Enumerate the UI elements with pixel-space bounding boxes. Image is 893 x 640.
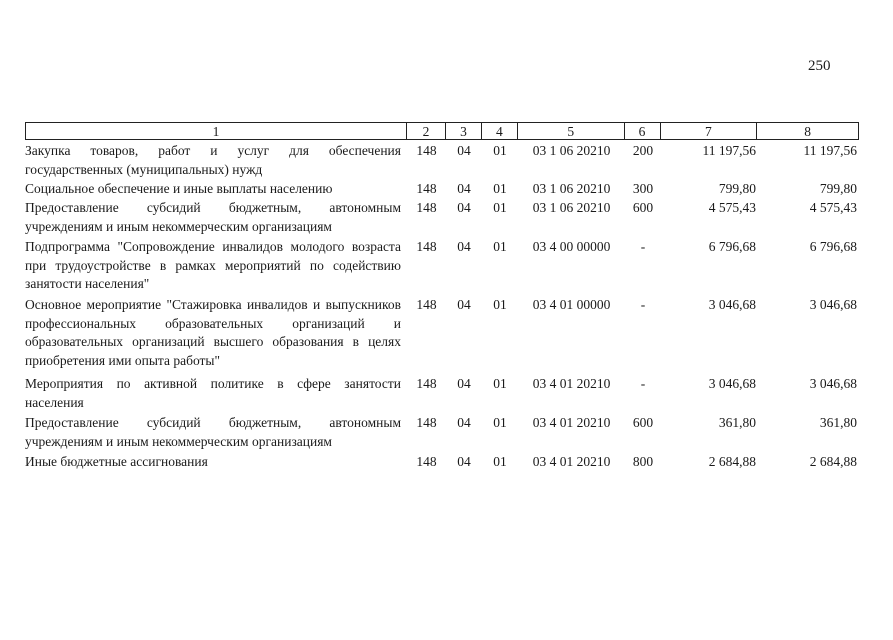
- row-cell-2: 148: [416, 143, 437, 158]
- row-cell-4: 01: [493, 415, 507, 430]
- row-cell-7: 6 796,68: [708, 239, 756, 254]
- row-cell-3: 04: [457, 200, 471, 215]
- row-cell-8: 361,80: [819, 415, 857, 430]
- row-cell-8: 2 684,88: [809, 454, 857, 469]
- row-cell-3: 04: [457, 454, 471, 469]
- row-cell-7: 11 197,56: [702, 143, 756, 158]
- row-cell-5: 03 4 01 20210: [532, 376, 611, 391]
- row-cell-3: 04: [457, 297, 471, 312]
- table-row: [25, 414, 859, 451]
- row-cell-2: 148: [416, 454, 437, 469]
- row-cell-7: 361,80: [718, 415, 756, 430]
- row-description: Предоставление субсидий бюджетным, автономным учреждениям и иным некоммерческим организациям: [25, 200, 401, 234]
- row-description: Социальное обеспечение и иные выплаты населению: [25, 181, 333, 196]
- header-cell: 2: [407, 123, 446, 139]
- row-cell-3: 04: [457, 181, 471, 196]
- row-cell-8: 799,80: [819, 181, 857, 196]
- header-cell: 4: [482, 123, 518, 139]
- row-description: Мероприятия по активной политике в сфере занятости населения: [25, 376, 401, 410]
- row-cell-8: 6 796,68: [809, 239, 857, 254]
- table-header: [25, 122, 859, 140]
- row-cell-6: 600: [632, 200, 654, 215]
- row-cell-2: 148: [416, 239, 437, 254]
- row-cell-5: 03 1 06 20210: [532, 181, 611, 196]
- row-cell-4: 01: [493, 181, 507, 196]
- header-cell: 5: [518, 123, 625, 139]
- table-row: [25, 142, 859, 179]
- row-cell-5: 03 4 00 00000: [532, 239, 611, 254]
- row-cell-6: 200: [632, 143, 654, 158]
- row-cell-4: 01: [493, 376, 507, 391]
- row-cell-2: 148: [416, 415, 437, 430]
- row-cell-2: 148: [416, 376, 437, 391]
- row-cell-4: 01: [493, 297, 507, 312]
- row-cell-4: 01: [493, 454, 507, 469]
- row-cell-5: 03 4 01 00000: [532, 297, 611, 312]
- row-cell-8: 3 046,68: [809, 376, 857, 391]
- row-cell-5: 03 1 06 20210: [532, 143, 611, 158]
- row-cell-7: 2 684,88: [708, 454, 756, 469]
- row-description: Закупка товаров, работ и услуг для обеспечения государственных (муниципальных) нужд: [25, 143, 401, 177]
- table-row: [25, 238, 859, 294]
- row-cell-5: 03 4 01 20210: [532, 454, 611, 469]
- row-cell-3: 04: [457, 415, 471, 430]
- row-cell-4: 01: [493, 239, 507, 254]
- row-cell-6: -: [640, 297, 646, 312]
- row-cell-7: 3 046,68: [708, 297, 756, 312]
- row-cell-6: -: [640, 239, 646, 254]
- row-cell-7: 799,80: [718, 181, 756, 196]
- row-cell-6: -: [640, 376, 646, 391]
- row-cell-4: 01: [493, 200, 507, 215]
- row-cell-6: 600: [632, 415, 654, 430]
- row-cell-2: 148: [416, 200, 437, 215]
- table-row: [25, 199, 859, 236]
- row-description: Основное мероприятие "Стажировка инвалидов и выпускников профессиональных образовательных организаций и образовательных организаций высшего образования в целях приобретения ими опыта работы": [25, 297, 401, 368]
- table-row: [25, 296, 859, 370]
- header-cell: 8: [804, 124, 812, 139]
- row-cell-3: 04: [457, 376, 471, 391]
- page-number: 250: [808, 58, 831, 74]
- row-description: Подпрограмма "Сопровождение инвалидов молодого возраста при трудоустройстве в рамках мероприятий по содействию занятости населения": [25, 239, 401, 291]
- row-cell-8: 11 197,56: [803, 143, 857, 158]
- table-row: [25, 453, 859, 472]
- header-cell: 1: [26, 123, 407, 139]
- row-cell-7: 4 575,43: [708, 200, 756, 215]
- row-cell-8: 3 046,68: [809, 297, 857, 312]
- row-description: Предоставление субсидий бюджетным, автономным учреждениям и иным некоммерческим организациям: [25, 415, 401, 449]
- row-cell-5: 03 4 01 20210: [532, 415, 611, 430]
- row-cell-2: 148: [416, 297, 437, 312]
- row-description: Иные бюджетные ассигнования: [25, 454, 208, 469]
- row-cell-2: 148: [416, 181, 437, 196]
- row-cell-3: 04: [457, 239, 471, 254]
- header-cell: 6: [625, 123, 661, 139]
- table-row: [25, 375, 859, 412]
- row-cell-3: 04: [457, 143, 471, 158]
- header-cell: 3: [446, 123, 482, 139]
- table-row: [25, 180, 859, 199]
- header-cell: 7: [661, 123, 758, 139]
- row-cell-6: 300: [632, 181, 654, 196]
- row-cell-7: 3 046,68: [708, 376, 756, 391]
- row-cell-4: 01: [493, 143, 507, 158]
- row-cell-8: 4 575,43: [809, 200, 857, 215]
- row-cell-6: 800: [632, 454, 654, 469]
- row-cell-5: 03 1 06 20210: [532, 200, 611, 215]
